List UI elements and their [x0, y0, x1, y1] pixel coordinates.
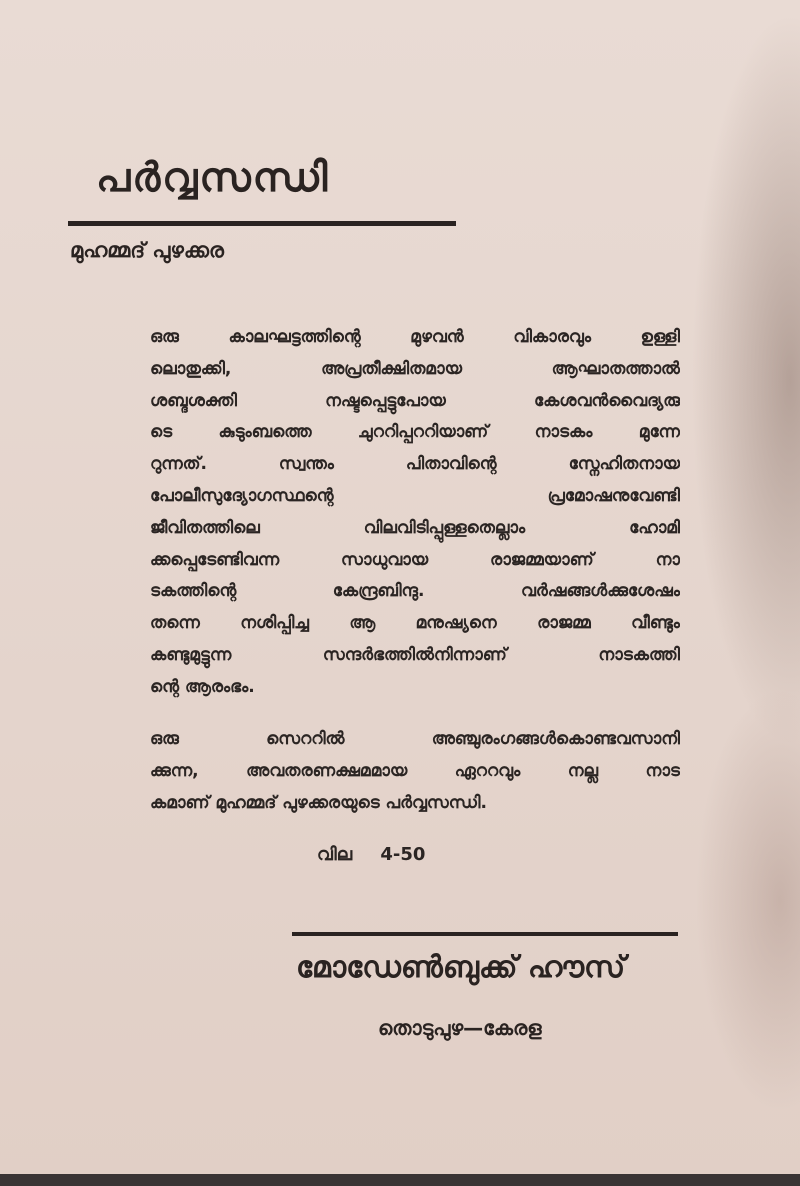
blurb-word: അഞ്ചുരംഗങ്ങൾകൊണ്ടവസാനി	[431, 729, 680, 749]
blurb-line	[150, 513, 680, 545]
blurb-line	[150, 756, 680, 788]
blurb-word: മുഴവൻ	[410, 327, 464, 347]
blurb-word: ടെ	[150, 422, 173, 443]
blurb-word: വീണ്ടും	[631, 613, 680, 634]
blurb-word: പോലീസുദ്യോഗസ്ഥന്റെ	[150, 485, 334, 506]
blurb-word: സ്നേഹിതനായ	[568, 454, 680, 475]
blurb-word: ആ	[349, 613, 376, 634]
blurb-word: നാടകത്തി	[598, 644, 680, 665]
blurb-word: നാട	[645, 760, 680, 781]
title-divider	[68, 221, 456, 226]
blurb-word: ഒരു	[150, 729, 179, 749]
blurb-word: രാജമ്മ	[537, 613, 591, 634]
blurb-line	[150, 576, 680, 608]
blurb-word: ഉള്ളി	[640, 327, 680, 347]
price	[317, 844, 425, 865]
author-name: മുഹമ്മദ് പുഴക്കര	[70, 238, 224, 262]
blurb-line	[150, 449, 680, 481]
blurb-word: തന്നെ	[150, 613, 200, 634]
blurb-word: ജീവിതത്തിലെ	[150, 517, 260, 538]
blurb-word: ഏററവും	[454, 760, 521, 781]
blurb-word: കേന്ദ്രബിന്ദു.	[332, 581, 425, 602]
blurb-paragraph-1	[150, 322, 680, 704]
blurb-word: വികാരവും	[513, 327, 591, 347]
price-label: വില	[317, 844, 353, 865]
blurb-word: കാലഘട്ടത്തിന്റെ	[228, 327, 361, 347]
blurb-word: ഹോമി	[629, 517, 680, 538]
blurb-line	[150, 481, 680, 513]
blurb-word: മനുഷ്യനെ	[415, 613, 497, 634]
blurb-word: ഒരു	[150, 327, 179, 347]
blurb-word: സെററിൽ	[266, 729, 345, 749]
blurb-line: ന്റെ ആരംഭം.	[150, 676, 255, 697]
blurb-line	[150, 608, 680, 640]
blurb-word: അപ്രതീക്ഷിതമായ	[321, 358, 462, 379]
publisher-divider	[292, 932, 678, 936]
blurb-word: നാ	[655, 549, 680, 570]
blurb-line	[150, 386, 680, 418]
publisher-name: മോഡേൺബുക്ക് ഹൗസ്	[296, 950, 626, 985]
book-title: പർവ്വസന്ധി	[96, 155, 330, 201]
blurb-paragraph-2	[150, 724, 680, 819]
blurb-line	[150, 545, 680, 577]
blurb-word: ചുററിപ്പററിയാണ്	[357, 422, 489, 443]
blurb-word: നശിപ്പിച്ച	[240, 613, 309, 634]
blurb-word: അവതരണക്ഷമമായ	[246, 760, 408, 781]
publisher-place: തൊടുപുഴ—കേരള	[378, 1016, 542, 1040]
blurb-word: കണ്ടുമുട്ടുന്ന	[150, 644, 232, 665]
blurb-word: പിതാവിന്റെ	[405, 454, 497, 475]
price-value: 4-50	[380, 844, 426, 865]
blurb-line	[150, 322, 680, 354]
blurb-word: ലൊതുക്കി,	[150, 358, 232, 379]
blurb-word: കുടുംബത്തെ	[218, 422, 312, 443]
blurb-line	[150, 640, 680, 672]
blurb-word: റുന്നത്.	[150, 454, 207, 475]
blurb-word: നഷ്ടപ്പെട്ടുപോയ	[325, 390, 446, 411]
blurb-line: കമാണ് മുഹമ്മദ് പുഴക്കരയുടെ പർവ്വസന്ധി.	[150, 792, 487, 813]
blurb-line	[150, 354, 680, 386]
blurb-word: മുന്നേ	[638, 422, 680, 443]
blurb-word: ടകത്തിന്റെ	[150, 581, 237, 602]
blurb-word: ക്കുന്ന,	[150, 760, 199, 781]
blurb-word: ശബ്ദശക്തി	[150, 390, 237, 411]
blurb-word: സന്ദർഭത്തിൽനിന്നാണ്	[322, 644, 507, 665]
blurb-word: പ്രമോഷനുവേണ്ടി	[547, 485, 680, 506]
blurb-word: രാജമ്മയാണ്	[490, 549, 594, 570]
blurb-line	[150, 724, 680, 756]
blurb-word: ക്കപ്പെടേണ്ടിവന്ന	[150, 549, 280, 570]
blurb-word: കേശവൻവൈദ്യരു	[533, 390, 680, 411]
blurb-word: നല്ല	[567, 760, 599, 781]
blurb-word: ആഘാതത്താൽ	[551, 358, 680, 379]
blurb-word: സാധുവായ	[341, 549, 429, 570]
blurb-word: വർഷങ്ങൾക്കുശേഷം	[520, 581, 680, 602]
blurb-line	[150, 417, 680, 449]
blurb-word: സ്വന്തം	[278, 454, 334, 475]
blurb-word: വിലവിടിപ്പുള്ളതെല്ലാം	[363, 517, 526, 538]
blurb-word: നാടകം	[534, 422, 593, 443]
